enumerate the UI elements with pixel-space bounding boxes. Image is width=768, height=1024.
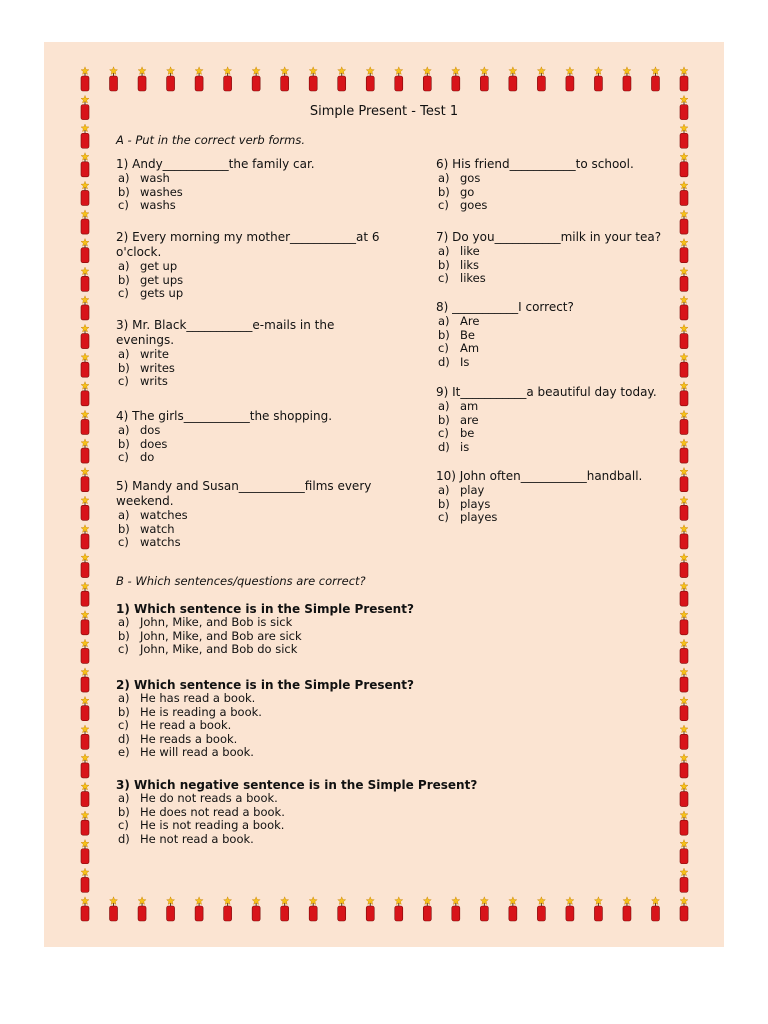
answer-option[interactable]: c) gets up — [118, 286, 184, 300]
answer-option[interactable]: a) Are — [438, 314, 480, 328]
question-stem: 2) Every morning my mother___________at 6 o'clock. — [116, 230, 380, 259]
answer-option[interactable]: c) John, Mike, and Bob do sick — [118, 642, 298, 656]
answer-option[interactable]: b) writes — [118, 360, 175, 375]
question-stem: 3) Which negative sentence is in the Simple Present? — [116, 778, 478, 792]
question-a1 — [116, 157, 376, 213]
answer-option[interactable]: b) are — [438, 412, 479, 427]
answer-option[interactable]: a) write — [118, 347, 169, 361]
answer-option[interactable]: c) He read a book. — [118, 718, 232, 732]
question-a9 — [436, 385, 686, 454]
answer-option[interactable]: b) watch — [118, 521, 175, 536]
question-a8 — [436, 300, 676, 369]
page-title: Simple Present - Test 1 — [309, 104, 459, 119]
answer-option[interactable]: a) play — [438, 483, 485, 497]
answer-option[interactable]: a) watches — [118, 508, 188, 522]
answer-option[interactable]: a) am — [438, 399, 479, 413]
answer-option[interactable]: d) Is — [438, 354, 470, 369]
question-stem: 8) ___________I correct? — [436, 300, 574, 314]
question-stem: 7) Do you___________milk in your tea? — [436, 230, 662, 244]
answer-option[interactable]: e) He will read a book. — [118, 745, 254, 759]
question-stem: 5) Mandy and Susan___________films every weekend. — [116, 479, 372, 508]
answer-option[interactable]: d) He reads a book. — [118, 731, 238, 746]
answer-option[interactable]: a) He has read a book. — [118, 691, 256, 705]
answer-option[interactable]: a) He do not reads a book. — [118, 791, 278, 805]
answer-option[interactable]: b) liks — [438, 257, 480, 272]
answer-option[interactable]: c) writs — [118, 374, 168, 388]
answer-option[interactable]: c) playes — [438, 510, 498, 524]
answer-option[interactable]: b) He is reading a book. — [118, 704, 262, 719]
answer-option[interactable]: d) is — [438, 439, 470, 454]
question-stem: 3) Mr. Black___________e-mails in the evenings. — [116, 318, 335, 347]
question-b3 — [116, 778, 536, 846]
answer-option[interactable]: c) He is not reading a book. — [118, 818, 285, 832]
question-stem: 9) It___________a beautiful day today. — [436, 385, 657, 399]
answer-option[interactable]: a) get up — [118, 259, 178, 273]
answer-option[interactable]: c) goes — [438, 198, 488, 212]
answer-option[interactable]: c) be — [438, 426, 475, 440]
answer-option[interactable]: c) washs — [118, 198, 176, 212]
question-stem: 2) Which sentence is in the Simple Present? — [116, 678, 414, 692]
answer-option[interactable]: a) dos — [118, 423, 161, 437]
section-b-heading: B - Which sentences/questions are correct? — [116, 574, 366, 588]
answer-option[interactable]: b) John, Mike, and Bob are sick — [118, 628, 302, 643]
question-a5 — [116, 479, 376, 550]
question-b1 — [116, 602, 516, 657]
question-stem: 6) His friend___________to school. — [436, 157, 634, 171]
answer-option[interactable]: b) go — [438, 184, 475, 199]
question-stem: 10) John often___________handball. — [436, 469, 643, 483]
question-b2 — [116, 678, 516, 760]
section-a-heading: A - Put in the correct verb forms. — [116, 133, 305, 147]
answer-option[interactable]: a) gos — [438, 171, 481, 185]
question-a10 — [436, 469, 676, 525]
question-a2 — [116, 230, 406, 301]
question-stem: 1) Which sentence is in the Simple Present? — [116, 602, 414, 616]
answer-option[interactable]: b) does — [118, 436, 168, 451]
answer-option[interactable]: c) watchs — [118, 535, 181, 549]
answer-option[interactable]: a) like — [438, 244, 480, 258]
answer-option[interactable]: c) Am — [438, 341, 480, 355]
question-stem: 4) The girls___________the shopping. — [116, 409, 333, 423]
question-a7 — [436, 230, 686, 286]
answer-option[interactable]: b) get ups — [118, 272, 184, 287]
question-stem: 1) Andy___________the family car. — [116, 157, 315, 171]
answer-option[interactable]: b) He does not read a book. — [118, 804, 285, 819]
question-a3 — [116, 318, 366, 389]
question-a4 — [116, 409, 386, 465]
answer-option[interactable]: c) do — [118, 450, 155, 464]
answer-option[interactable]: b) Be — [438, 327, 475, 342]
answer-option[interactable]: d) He not read a book. — [118, 831, 254, 846]
answer-option[interactable]: b) washes — [118, 184, 183, 199]
answer-option[interactable]: b) plays — [438, 496, 491, 511]
question-a6 — [436, 157, 676, 213]
answer-option[interactable]: a) wash — [118, 171, 170, 185]
answer-option[interactable]: c) likes — [438, 271, 486, 285]
answer-option[interactable]: a) John, Mike, and Bob is sick — [118, 615, 293, 629]
